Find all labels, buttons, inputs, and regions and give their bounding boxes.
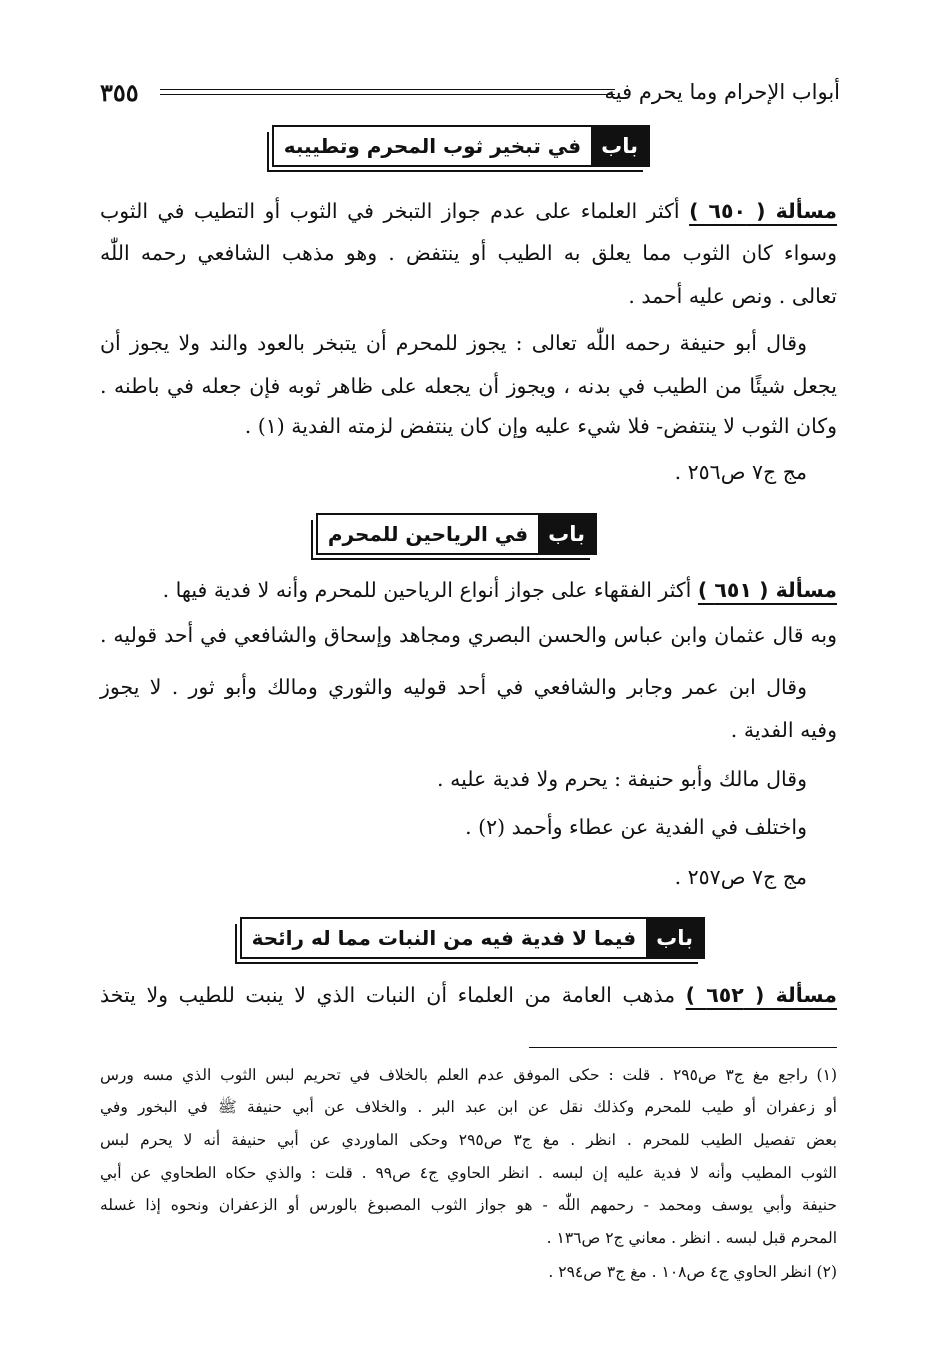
footnote-line: أو زعفران أو طيب للمحرم وكذلك نقل عن ابن عبد البر . والخلاف عن أبي حنيفة ﷺ في البخور وفي	[100, 1098, 837, 1116]
chapter-heading	[272, 125, 650, 167]
footnote-line: بعض تفصيل الطيب للمحرم . انظر . مغ ج٣ ص٢٩٥ وحكى الماوردي عن أبي حنيفة أنه لا يحرم لبس	[100, 1131, 837, 1149]
text-line: يجعل شيئًا من الطيب في بدنه ، ويجوز أن يجعله على ظاهر ثوبه فإن جعله في باطنه .	[100, 374, 837, 398]
masala-label: مسألة ( ٦٥١ )	[697, 578, 837, 602]
chapter-heading	[240, 917, 705, 959]
chapter-heading	[316, 513, 597, 555]
text-line: وسواء كان الثوب مما يعلق به الطيب أو ينتفض . وهو مذهب الشافعي رحمه اللّٰه	[100, 241, 837, 265]
footnote-line: (٢) انظر الحاوي ج٤ ص١٠٨ . مغ ج٣ ص٢٩٤ .	[548, 1263, 837, 1281]
bab-label: باب	[591, 127, 648, 165]
footnote-line: حنيفة وأبي يوسف ومحمد - رحمهم اللّٰه - هو جواز الثوب المصبوغ بالورس أو الزعفران ونحوه إذا غسله	[100, 1196, 837, 1214]
text-line: واختلف في الفدية عن عطاء وأحمد (٢) .	[465, 815, 807, 839]
chapter-title: فيما لا فدية فيه من النبات مما له رائحة	[251, 926, 637, 950]
footnote-line: المحرم قبل لبسه . انظر . معاني ج٢ ص١٣٦ .	[546, 1229, 837, 1247]
bab-label: باب	[646, 919, 703, 957]
bab-label: باب	[538, 515, 595, 553]
text-line	[163, 573, 837, 607]
text-line: تعالى . ونص عليه أحمد .	[628, 284, 837, 308]
chapter-title: في تبخير ثوب المحرم وتطييبه	[283, 134, 582, 158]
chapter-title: في الرياحين للمحرم	[327, 522, 529, 546]
text-line: وقال ابن عمر وجابر والشافعي في أحد قوليه والثوري ومالك وأبو ثور . لا يجوز	[100, 675, 807, 699]
header-rule	[160, 89, 615, 95]
text-line: وقال مالك وأبو حنيفة : يحرم ولا فدية عليه .	[437, 767, 807, 791]
text-line: وبه قال عثمان وابن عباس والحسن البصري ومجاهد وإسحاق والشافعي في أحد قوليه .	[100, 623, 837, 647]
masala-label: مسألة ( ٦٥٠ )	[689, 199, 837, 223]
masala-text: أكثر الفقهاء على جواز أنواع الرياحين للمحرم وأنه لا فدية فيها .	[162, 578, 692, 602]
masala-label: مسألة ( ٦٥٢ )	[685, 983, 837, 1007]
footnote-separator	[529, 1047, 837, 1048]
page-number: ٣٥٥	[100, 78, 139, 107]
footnote-line: (١) راجع مغ ج٣ ص٢٩٥ . قلت : حكى الموفق عدم العلم بالخلاف في تحريم لبس الثوب الذي مسه ورس	[100, 1066, 837, 1084]
running-title: أبواب الإحرام وما يحرم فيه	[604, 80, 840, 104]
footnote-line: الثوب المطيب وأنه لا فدية عليه إن لبسه . انظر الحاوي ج٤ ص٩٩ . قلت : والذي حكاه الطحاوي عن أبي	[100, 1164, 837, 1182]
text-line: وكان الثوب لا ينتفض- فلا شيء عليه وإن كان ينتفض لزمته الفدية (١) .	[244, 414, 837, 438]
reference-line: مج ج٧ ص٢٥٦ .	[674, 460, 807, 484]
reference-line: مج ج٧ ص٢٥٧ .	[674, 865, 807, 889]
masala-text: أكثر العلماء على عدم جواز التبخر في الثوب أو التطيب في الثوب	[100, 199, 680, 223]
running-header	[100, 78, 840, 110]
text-line: وقال أبو حنيفة رحمه اللّٰه تعالى : يجوز للمحرم أن يتبخر بالعود والند ولا يجوز أن	[100, 331, 807, 355]
text-line: وفيه الفدية .	[730, 718, 837, 742]
masala-text: مذهب العامة من العلماء أن النبات الذي لا ينبت للطيب ولا يتخذ	[100, 983, 676, 1007]
text-line	[100, 194, 837, 228]
text-line	[100, 978, 837, 1012]
